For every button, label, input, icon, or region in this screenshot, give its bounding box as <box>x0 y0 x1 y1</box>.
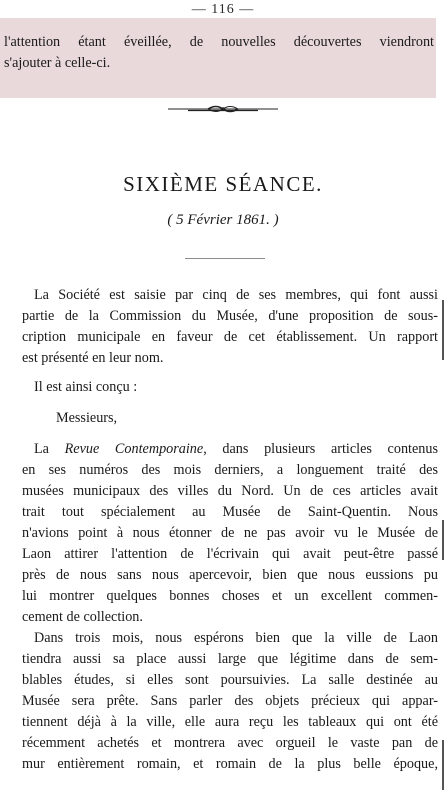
text-line: s'ajouter à celle-ci. <box>4 55 111 71</box>
text-line: Musée sera prête. Sans parler des objets précieux qui appar- <box>22 693 438 709</box>
salutation: Messieurs, <box>56 410 118 426</box>
text-line: mur entièrement romain, et romain de la plus belle époque, <box>22 756 438 772</box>
text-word: La <box>34 441 49 457</box>
text-line: partie de la Commission du Musée, d'une proposition de sous- <box>22 308 438 324</box>
text-line: tiennent déjà à la ville, elle aura reçu les tableaux qui ont été <box>22 714 438 730</box>
page-edge-mark <box>442 740 444 790</box>
text-line <box>22 439 438 460</box>
text-line: lui montrer quelques bonnes choses et un excellent commen- <box>22 588 438 604</box>
body-text <box>22 285 438 775</box>
text-line: près de nous sans nous apercevoir, bien que nous eussions pu <box>22 567 438 583</box>
text-line: trait tout spécialement au Musée de Saint-Quentin. Nous <box>22 504 438 520</box>
text-line: Laon attirer l'attention de l'écrivain qui avait peut-être passé <box>22 546 438 562</box>
ornament-divider <box>168 103 278 115</box>
text-line: n'avions point à nous étonner de ne pas avoir vu le Musée de <box>22 525 438 541</box>
page-edge-mark <box>442 300 444 360</box>
text-line: musées municipaux des villes du Nord. Un de ces articles avait <box>22 483 438 499</box>
text-line: Il est ainsi conçu : <box>34 379 138 395</box>
text-line: est présenté en leur nom. <box>22 350 164 366</box>
section-date: ( 5 Février 1861. ) <box>167 212 279 228</box>
text-line: blables études, si elles sont poursuivies. La salle destinée au <box>22 672 438 688</box>
text-fragment: , dans plusieurs articles contenus <box>203 441 438 457</box>
journal-title: Revue Contemporaine <box>64 441 204 457</box>
text-line: cription municipale en faveur de cet établissement. Un rapport <box>22 329 438 345</box>
short-rule <box>185 258 265 259</box>
page-edge-mark <box>442 520 444 560</box>
text-line: La Société est saisie par cinq de ses membres, qui font aussi <box>34 287 438 303</box>
text-line: tiendra aussi sa place aussi large que légitime dans de sem- <box>22 651 438 667</box>
section-title: SIXIÈME SÉANCE. <box>123 172 323 196</box>
highlighted-text <box>4 32 434 74</box>
text-line: récemment achetés et montrera avec orgueil le vaste pan de <box>22 735 438 751</box>
text-line: Dans trois mois, nous espérons bien que la ville de Laon <box>34 630 438 646</box>
text-line: l'attention étant éveillée, de nouvelles découvertes viendront <box>4 34 434 50</box>
text-line: en ses numéros des mois derniers, a longuement traité des <box>22 462 438 478</box>
page-number: — 116 — <box>191 2 255 17</box>
text-line: cement de collection. <box>22 609 143 625</box>
